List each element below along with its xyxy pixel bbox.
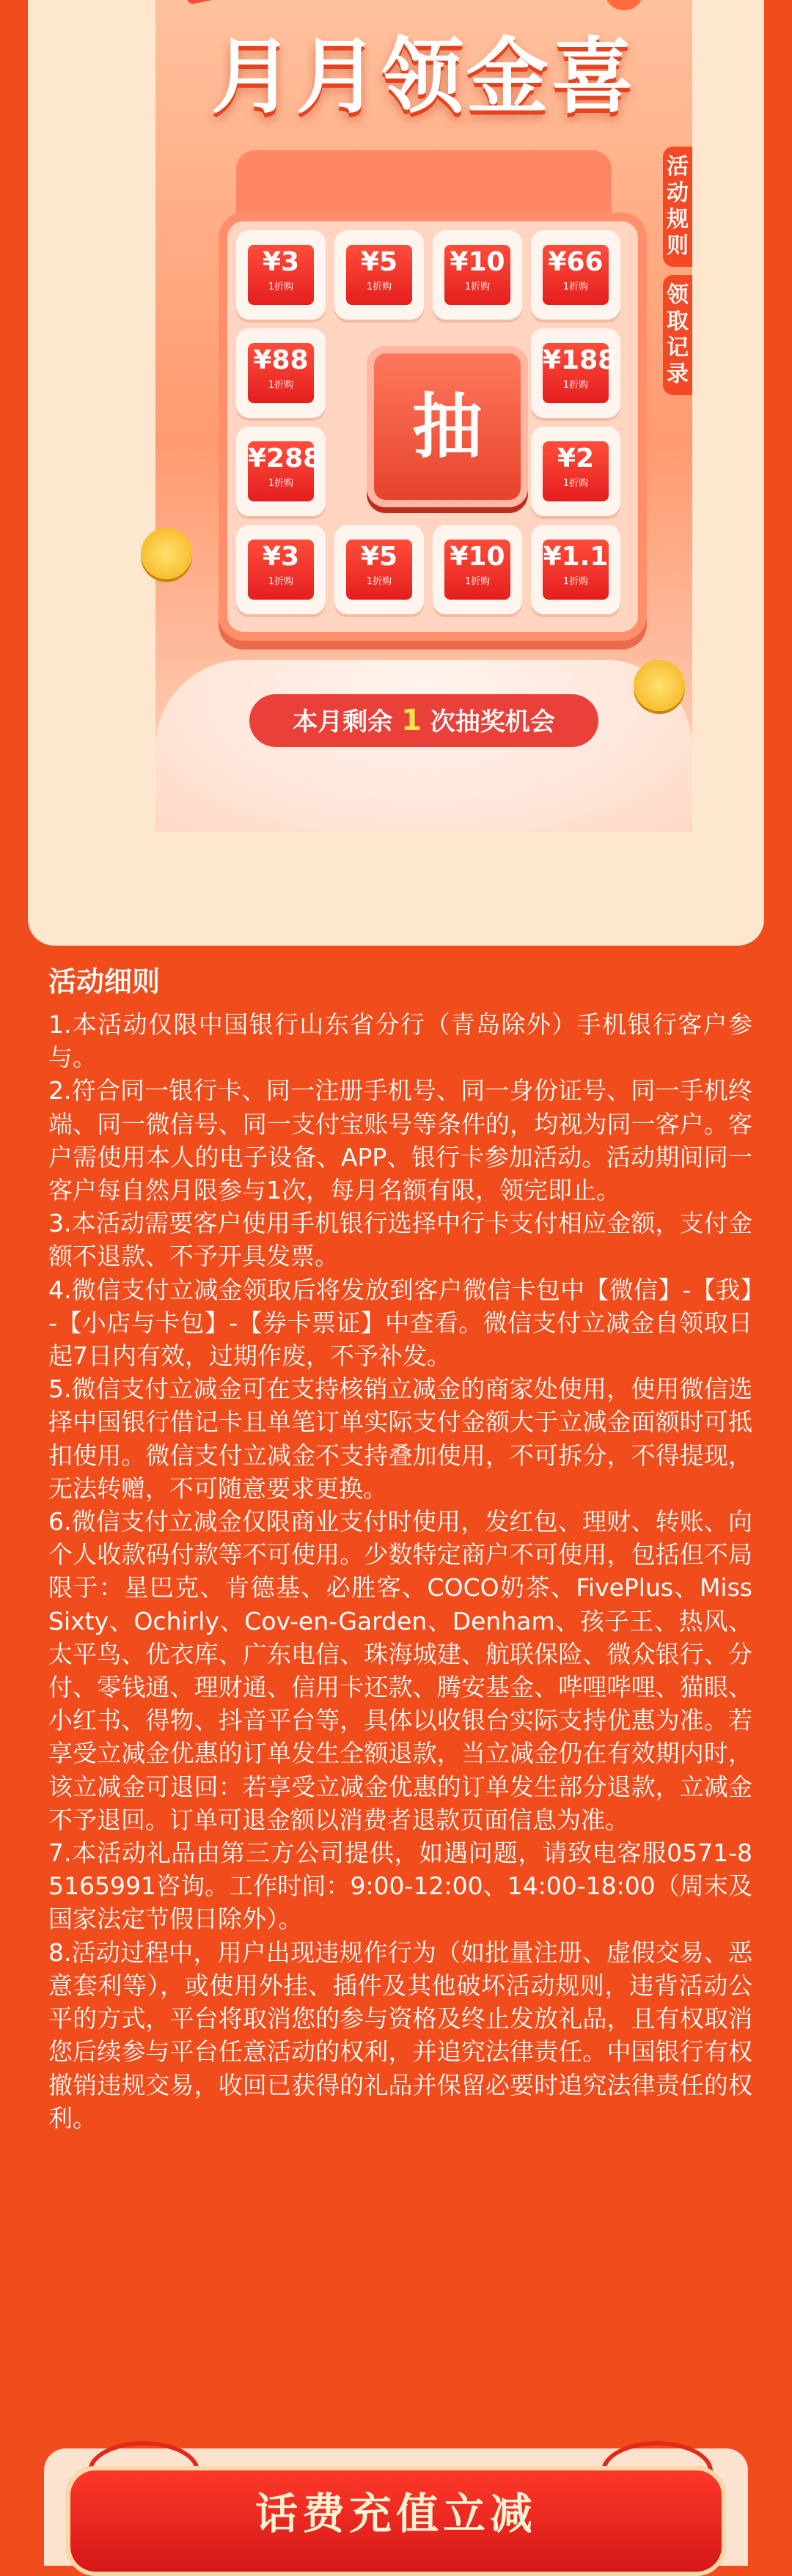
prize-sub: 1折购 [268,478,294,489]
prize-value: ¥66 [548,247,604,277]
rule-item: 2.符合同一银行卡、同一注册手机号、同一身份证号、同一手机终端、同一微信号、同一支付宝账号等条件的，均视为同一客户。客户需使用本人的电子设备、APP、银行卡参加活动。活动期间同一客户每自然月限参与1次，每月名额有限，领完即止。 [48,1076,752,1205]
prize-sub: 1折购 [366,281,392,292]
prize-cell [334,525,424,614]
prize-value: ¥10 [450,542,505,572]
phone-recharge-banner[interactable] [66,2466,726,2576]
prize-cell [531,525,620,614]
coupon-icon [543,441,609,501]
banner-title: 话费充值立减 [254,2489,537,2539]
lottery-hero [155,0,692,832]
prize-cell [236,328,326,418]
prize-value: ¥3 [262,542,300,572]
prize-sub: 1折购 [562,380,589,391]
prize-cell [334,230,424,320]
prize-sub: 1折购 [268,380,294,391]
prize-value: ¥1.1 [543,542,609,572]
rules-body [48,1008,752,2135]
rule-item: 4.微信支付立减金领取后将发放到客户微信卡包中【微信】-【我】-【小店与卡包】-【券卡票证】中查看。微信支付立减金自领取日起7日内有效，过期作废，不予补发。 [48,1275,752,1371]
prize-cell [236,525,326,614]
prize-cell [531,427,620,516]
claim-records-tab[interactable]: 领取记录 [663,275,692,395]
prize-value: ¥288 [248,444,322,474]
coupon-icon [543,343,617,403]
prize-value: ¥2 [557,444,595,474]
hero-title: 月月领金喜 [211,29,637,125]
chance-count: 1 [401,704,422,737]
prize-cell [433,230,522,320]
coupon-icon [248,441,322,501]
prize-value: ¥5 [360,542,398,572]
rule-item: 7.本活动礼品由第三方公司提供，如遇问题，请致电客服0571-85165991咨询。工作时间：9:00-12:00、14:00-18:00（周末及国家法定节假日除外）。 [48,1839,752,1934]
prize-sub: 1折购 [464,576,491,587]
prize-sub: 1折购 [268,281,294,292]
prize-sub: 1折购 [562,576,589,587]
coin-icon [634,660,685,711]
remaining-chances-bar [249,694,598,747]
prize-cell [531,328,620,418]
coupon-icon [444,245,510,305]
coupon-icon [444,540,510,600]
prize-cell [236,230,326,320]
prize-value: ¥5 [360,247,398,277]
rule-item: 1.本活动仅限中国银行山东省分行（青岛除外）手机银行客户参与。 [48,1010,752,1072]
coupon-icon [248,540,314,600]
lottery-grid [219,213,647,641]
chance-suffix: 次抽奖机会 [430,707,555,737]
prize-sub: 1折购 [268,576,294,587]
prize-cell [236,427,326,516]
top-panel [28,0,764,946]
coupon-icon [346,540,412,600]
rule-item: 5.微信支付立减金可在支持核销立减金的商家处使用，使用微信选择中国银行借记卡且单笔订单实际支付金额大于立减金面额时可抵扣使用。微信支付立减金不支持叠加使用，不可拆分，不得提现，无法转赠，不可随意要求更换。 [48,1375,752,1503]
prize-value: ¥3 [262,247,300,277]
prize-sub: 1折购 [562,478,589,489]
chance-prefix: 本月剩余 [293,707,393,737]
prize-value: ¥10 [450,247,505,277]
prize-value: ¥88 [253,345,309,375]
coupon-icon [248,343,314,403]
coupon-icon [248,245,314,305]
coupon-icon [543,540,609,600]
rule-item: 3.本活动需要客户使用手机银行选择中行卡支付相应金额，支付金额不退款、不予开具发票。 [48,1209,752,1271]
prize-sub: 1折购 [562,281,589,292]
prize-cell [531,230,620,320]
draw-button[interactable]: 抽 [367,346,528,507]
rule-item: 8.活动过程中，用户出现违规作行为（如批量注册、虚假交易、恶意套利等），或使用外挂、插件及其他破坏活动规则，违背活动公平的方式，平台将取消您的参与资格及终止发放礼品，且有权取消您后续参与平台任意活动的权利，并追究法律责任。中国银行有权撤销违规交易，收回已获得的礼品并保留必要时追究法律责任的权利。 [48,1937,752,2132]
ball-decoration [604,0,644,10]
gift-box-decoration [141,528,192,579]
prize-cell [433,525,522,614]
rules-title: 活动细则 [48,965,161,998]
red-envelope-decoration [183,0,239,5]
coupon-icon [543,245,609,305]
rule-item: 6.微信支付立减金仅限商业支付时使用，发红包、理财、转账、向个人收款码付款等不可使用。少数特定商户不可使用，包括但不局限于：星巴克、肯德基、必胜客、COCO奶茶、FivePlus、Miss Sixty、Ochirly、Cov-en-Garden、Denham、孩子王、热风、太平鸟、优衣库、广东电信、珠海城建、航联保险、微众银行、分付、零钱通、理财通、信用卡还款、腾安基金、哔哩哔哩、猫眼、小红书、得物、抖音平台等，具体以收银台实际支持优惠为准。若享受立减金优惠的订单发生全额退款，当立减金仍在有效期内时，该立减金可退回：若享受立减金优惠的订单发生部分退款，立减金不予退回。订单可退金额以消费者退款页面信息为准。 [48,1507,752,1834]
prize-sub: 1折购 [366,576,392,587]
coupon-icon [346,245,412,305]
activity-rules-tab[interactable]: 活动规则 [663,147,692,267]
prize-sub: 1折购 [464,281,491,292]
prize-value: ¥188 [543,345,617,375]
